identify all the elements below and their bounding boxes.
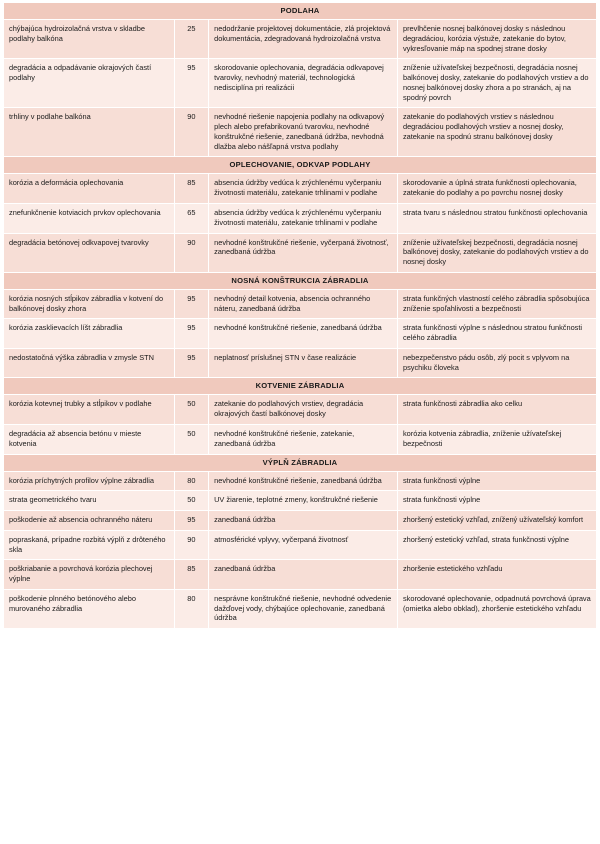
section-heading-row [4,157,597,174]
defect-effect: zhoršenie estetického vzhľadu [397,560,596,590]
defect-effect: zníženie užívateľskej bezpečnosti, degradácia nosnej balkónovej dosky, zatekanie do podlahových vrstiev a do nosnej dosky [397,233,596,272]
section-heading-row [4,454,597,471]
defect-cause: nesprávne konštrukčné riešenie, nevhodné odvedenie dažďovej vody, chýbajúce oplechovanie, zanedbaná údržba [209,589,398,628]
defect-cause: absencia údržby vedúca k zrýchlenému vyčerpaniu životnosti materiálu, zatekanie trhlinami v podlahe [209,203,398,233]
defect-description: poškriabanie a povrchová korózia plechovej výplne [4,560,175,590]
defect-description: korózia kotevnej trubky a stĺpikov v podlahe [4,395,175,425]
table-row [4,589,597,628]
section-heading-row [4,378,597,395]
section-heading-row [4,3,597,20]
defect-cause: neplatnosť príslušnej STN v čase realizácie [209,348,398,378]
defect-description: degradácia až absencia betónu v mieste kotvenia [4,424,175,454]
defect-description: nedostatočná výška zábradlia v zmysle STN [4,348,175,378]
defect-description: korózia a deformácia oplechovania [4,174,175,204]
table-row [4,348,597,378]
defect-effect: nebezpečenstvo pádu osôb, zlý pocit s vplyvom na psychiku človeka [397,348,596,378]
defect-score: 85 [174,560,209,590]
defect-description: degradácia betónovej odkvapovej tvarovky [4,233,175,272]
defect-description: trhliny v podlahe balkóna [4,108,175,157]
defect-cause: nevhodné konštrukčné riešenie, zatekanie, zanedbaná údržba [209,424,398,454]
defect-score: 95 [174,348,209,378]
defect-cause: nevhodné konštrukčné riešenie, zanedbaná údržba [209,319,398,349]
defect-effect: zhoršený estetický vzhľad, znížený užívateľský komfort [397,511,596,531]
table-row [4,424,597,454]
defect-description: korózia zasklievacích líšt zábradlia [4,319,175,349]
defect-effect: zníženie užívateľskej bezpečnosti, degradácia nosnej balkónovej dosky, zatekanie do podlahových vrstiev a do nosnej balkónovej dosky zhora a po stranách, aj na spodný povrch [397,59,596,108]
table-row [4,530,597,560]
table-row [4,233,597,272]
defect-effect: strata funkčnosti výplne [397,471,596,491]
table-row [4,560,597,590]
defect-cause: nevhodné konštrukčné riešenie, vyčerpaná životnosť, zanedbaná údržba [209,233,398,272]
defect-description: strata geometrického tvaru [4,491,175,511]
defect-score: 95 [174,289,209,319]
defect-effect: strata funkčnosti výplne [397,491,596,511]
defect-effect: skorodovanie a úplná strata funkčnosti oplechovania, zatekanie do podlahy a po povrchu nosnej dosky [397,174,596,204]
table-row [4,289,597,319]
defect-cause: absencia údržby vedúca k zrýchlenému vyčerpaniu životnosti materiálu, zatekanie trhlinami v podlahe [209,174,398,204]
section-heading: NOSNÁ KONŠTRUKCIA ZÁBRADLIA [4,272,597,289]
defect-effect: prevlhčenie nosnej balkónovej dosky s následnou degradáciou, korózia výstuže, zatekanie do bytov, vykresľovanie máp na spodnej strane dosky [397,20,596,59]
defect-score: 95 [174,59,209,108]
defect-score: 25 [174,20,209,59]
defects-table [3,2,597,629]
defect-description: popraskaná, prípadne rozbitá výplň z drôteného skla [4,530,175,560]
table-row [4,491,597,511]
defect-score: 90 [174,530,209,560]
table-row [4,319,597,349]
table-row [4,59,597,108]
defect-effect: strata funkčnosti zábradlia ako celku [397,395,596,425]
defect-effect: korózia kotvenia zábradlia, zníženie užívateľskej bezpečnosti [397,424,596,454]
section-heading: VÝPLŇ ZÁBRADLIA [4,454,597,471]
section-heading-row [4,272,597,289]
defect-cause: UV žiarenie, teplotné zmeny, konštrukčné riešenie [209,491,398,511]
defect-effect: zatekanie do podlahových vrstiev s následnou degradáciou podlahových vrstiev a nosnej dosky, zatekanie na spodnú stranu balkónovej dosky [397,108,596,157]
defect-score: 50 [174,424,209,454]
section-heading: PODLAHA [4,3,597,20]
defect-cause: zanedbaná údržba [209,560,398,590]
defect-score: 95 [174,511,209,531]
defect-description: degradácia a odpadávanie okrajových častí podlahy [4,59,175,108]
table-row [4,203,597,233]
defect-cause: nevhodné riešenie napojenia podlahy na odkvapový plech alebo prefabrikovanú tvarovku, nevhodné konštrukčné riešenie, zanedbaná údržba, nevhodná dlažba alebo nášľapná vrstva podlahy [209,108,398,157]
defect-score: 50 [174,491,209,511]
defect-description: korózia príchytných profilov výplne zábradlia [4,471,175,491]
section-heading: KOTVENIE ZÁBRADLIA [4,378,597,395]
table-row [4,20,597,59]
table-row [4,471,597,491]
defect-score: 50 [174,395,209,425]
defect-cause: skorodovanie oplechovania, degradácia odkvapovej tvarovky, nevhodný materiál, technologická nedisciplína pri realizácii [209,59,398,108]
table-row [4,174,597,204]
defect-score: 80 [174,589,209,628]
defect-score: 65 [174,203,209,233]
defect-cause: zanedbaná údržba [209,511,398,531]
table-row [4,108,597,157]
defect-description: poškodenie až absencia ochranného náteru [4,511,175,531]
defect-score: 85 [174,174,209,204]
defect-score: 90 [174,108,209,157]
defect-effect: strata tvaru s následnou stratou funkčnosti oplechovania [397,203,596,233]
defect-description: chýbajúca hydroizolačná vrstva v skladbe podlahy balkóna [4,20,175,59]
defect-cause: nevhodné konštrukčné riešenie, zanedbaná údržba [209,471,398,491]
defect-score: 95 [174,319,209,349]
defect-effect: strata funkčnosti výplne s následnou stratou funkčnosti celého zábradlia [397,319,596,349]
table-row [4,511,597,531]
defect-cause: atmosférické vplyvy, vyčerpaná životnosť [209,530,398,560]
defect-effect: zhoršený estetický vzhľad, strata funkčnosti výplne [397,530,596,560]
table-row [4,395,597,425]
defect-cause: nedodržanie projektovej dokumentácie, zlá projektová dokumentácia, zdegradovaná hydroizolačná vrstva [209,20,398,59]
defect-cause: nevhodný detail kotvenia, absencia ochranného náteru, zanedbaná údržba [209,289,398,319]
defects-table-body [4,3,597,629]
defect-description: znefunkčnenie kotviacich prvkov oplechovania [4,203,175,233]
defect-description: poškodenie plnného betónového alebo murovaného zábradlia [4,589,175,628]
defect-description: korózia nosných stĺpikov zábradlia v kotvení do balkónovej dosky zhora [4,289,175,319]
defect-effect: strata funkčných vlastností celého zábradlia spôsobujúca zníženie spoľahlivosti a bezpečnosti [397,289,596,319]
defect-score: 80 [174,471,209,491]
section-heading: OPLECHOVANIE, ODKVAP PODLAHY [4,157,597,174]
defect-cause: zatekanie do podlahových vrstiev, degradácia okrajových častí balkónovej dosky [209,395,398,425]
defect-score: 90 [174,233,209,272]
defect-effect: skorodované oplechovanie, odpadnutá povrchová úprava (omietka alebo obklad), zhoršenie estetického vzhľadu [397,589,596,628]
